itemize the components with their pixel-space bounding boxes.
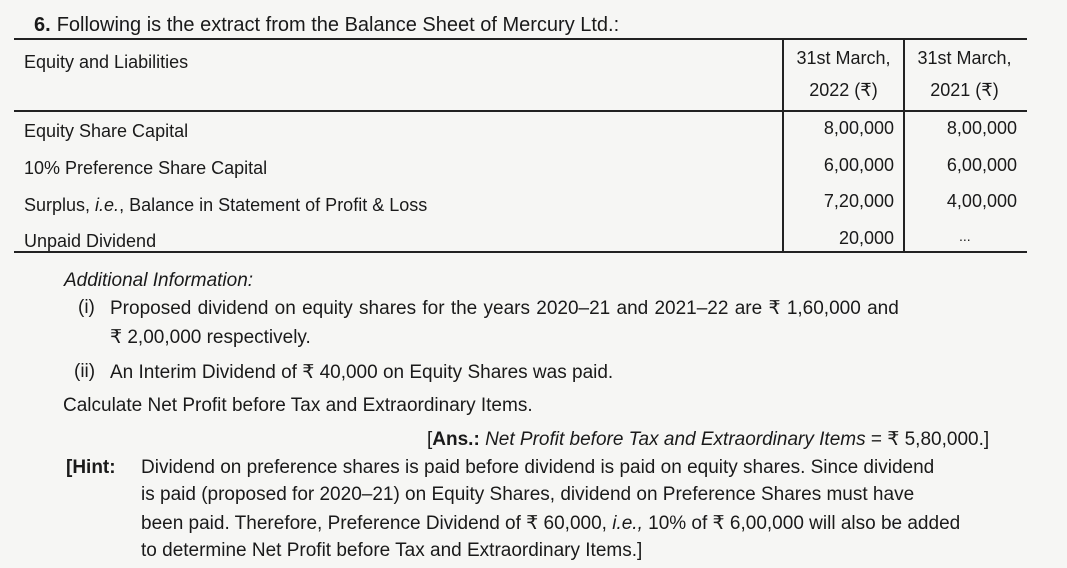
hint-line-1: Dividend on preference shares is paid before dividend is paid on equity shares. Since dividend [141, 457, 935, 478]
column-header-2021-line2: 2021 (₹) [930, 80, 999, 100]
question-text: Following is the extract from the Balance Sheet of Mercury Ltd.: [56, 14, 620, 36]
row-surplus-2022: 7,20,000 [823, 191, 894, 211]
row-unpaid-2021: ... [959, 228, 971, 244]
row-preference-label: 10% Preference Share Capital [24, 158, 268, 178]
column-header-2021-line1: 31st March, [917, 48, 1012, 68]
hint-line-2: is paid (proposed for 2020–21) on Equity Shares, dividend on Preference Shares must have [141, 484, 915, 505]
row-unpaid-label: Unpaid Dividend [24, 231, 157, 251]
hint-line-3-ie: i.e., [612, 513, 643, 534]
table-bottom-rule [14, 251, 1027, 253]
column-header-2022-line1: 31st March, [796, 48, 891, 68]
row-surplus-label: Surplus, i.e., Balance in Statement of Profit & Loss [24, 195, 428, 215]
hint-label: [Hint: [66, 457, 116, 478]
info-item-i-number: (i) [78, 297, 95, 318]
row-equity-2021: 8,00,000 [946, 118, 1017, 138]
row-equity-2022: 8,00,000 [823, 118, 894, 138]
question-title [34, 14, 619, 37]
info-item-ii-text: An Interim Dividend of ₹ 40,000 on Equity Shares was paid. [110, 362, 614, 383]
answer-label: Ans.: [432, 429, 480, 450]
hint-line-3 [141, 512, 960, 535]
instruction-text: Calculate Net Profit before Tax and Extraordinary Items. [63, 395, 533, 416]
additional-info-heading: Additional Information: [64, 270, 254, 291]
balance-sheet-table [14, 38, 1027, 254]
question-number: 6. [34, 14, 51, 36]
info-item-i-line2: ₹ 2,00,000 respectively. [110, 327, 311, 348]
hint-line-3-b: 10% of ₹ 6,00,000 will also be added [642, 513, 961, 534]
row-equity-label: Equity Share Capital [24, 121, 189, 141]
row-preference-2021: 6,00,000 [946, 155, 1017, 175]
column-header-2022 [784, 42, 903, 106]
row-surplus-2021: 4,00,000 [946, 191, 1017, 211]
column-header-2022-line2: 2022 (₹) [809, 80, 878, 100]
info-item-ii-number: (ii) [74, 361, 96, 382]
hint-line-4: to determine Net Profit before Tax and Extraordinary Items.] [141, 540, 643, 561]
answer-value: = ₹ 5,80,000.] [865, 429, 990, 450]
row-preference-2022: 6,00,000 [823, 155, 894, 175]
hint-line-3-a: been paid. Therefore, Preference Dividend of ₹ 60,000, [141, 513, 613, 534]
table-header-rule [14, 110, 1027, 112]
answer-line [427, 428, 989, 451]
column-header-2021 [905, 42, 1024, 106]
info-item-i-line1: Proposed dividend on equity shares for the years 2020–21 and 2021–22 are ₹ 1,60,000 and [110, 298, 899, 319]
answer-text: Net Profit before Tax and Extraordinary Items [485, 429, 866, 450]
answer-open-bracket: [ [427, 429, 433, 450]
row-unpaid-2022: 20,000 [838, 228, 894, 248]
table-header-label: Equity and Liabilities [24, 52, 189, 72]
table-top-rule [14, 38, 1027, 40]
